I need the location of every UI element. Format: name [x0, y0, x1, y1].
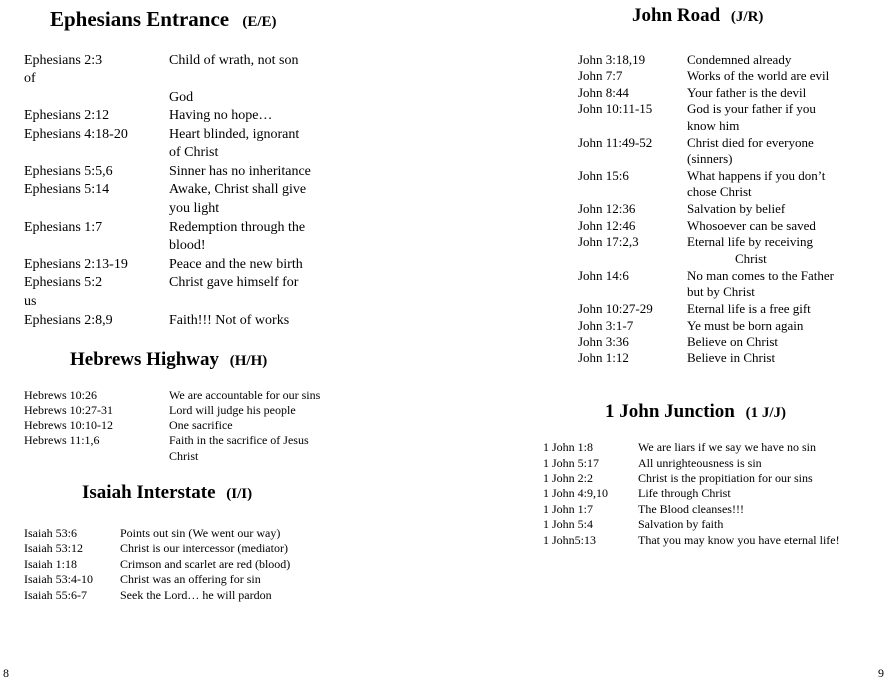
ephesians-text: Having no hope…	[169, 108, 273, 123]
first-john-ref: 1 John 1:7	[543, 502, 594, 516]
john-text: Your father is the devil	[687, 85, 807, 100]
ephesians-ref: Ephesians 2:3	[24, 53, 103, 68]
hebrews-text: One sacrifice	[169, 418, 233, 432]
ephesians-text: Faith!!! Not of works	[169, 313, 290, 328]
hebrews-title: Hebrews Highway	[70, 349, 220, 370]
first-john-code: (1 J/J)	[745, 405, 787, 421]
ephesians-ref: Ephesians 4:18-20	[24, 127, 128, 142]
john-text: Salvation by belief	[687, 201, 786, 216]
first-john-ref: 1 John 1:8	[543, 440, 594, 454]
ephesians-ref: Ephesians 2:13-19	[24, 257, 128, 272]
hebrews-text: Faith in the sacrifice of Jesus	[169, 433, 309, 447]
john-heading	[632, 5, 763, 27]
first-john-text: Christ is the propitiation for our sins	[638, 471, 813, 485]
john-code: (J/R)	[730, 9, 764, 25]
john-text: Whosoever can be saved	[687, 218, 816, 233]
ephesians-text: Christ gave himself for	[169, 275, 299, 290]
ephesians-code: (E/E)	[242, 14, 277, 30]
ephesians-ref-wrap: of	[24, 71, 36, 86]
ephesians-text-wrap: you light	[169, 201, 220, 216]
hebrews-ref: Hebrews 10:10-12	[24, 418, 113, 432]
page-number-right: 9	[878, 666, 884, 680]
john-text: Ye must be born again	[687, 318, 804, 333]
john-text: God is your father if you	[687, 101, 816, 116]
first-john-title: 1 John Junction	[605, 401, 735, 422]
hebrews-ref: Hebrews 11:1,6	[24, 433, 100, 447]
john-ref: John 3:1-7	[578, 318, 634, 333]
first-john-ref: 1 John 5:4	[543, 517, 594, 531]
isaiah-code: (I/I)	[226, 486, 253, 502]
isaiah-heading	[82, 482, 252, 504]
john-ref: John 14:6	[578, 268, 629, 283]
john-text: Believe on Christ	[687, 334, 778, 349]
john-text: Eternal life by receiving	[687, 234, 813, 249]
john-ref: John 10:11-15	[578, 101, 653, 116]
first-john-ref: 1 John 2:2	[543, 471, 594, 485]
first-john-ref: 1 John 5:17	[543, 456, 600, 470]
john-text-wrap: but by Christ	[687, 284, 755, 299]
first-john-ref: 1 John 4:9,10	[543, 486, 609, 500]
ephesians-ref: Ephesians 5:14	[24, 182, 110, 197]
isaiah-text: Christ is our intercessor (mediator)	[120, 541, 288, 555]
john-ref: John 12:46	[578, 218, 636, 233]
ephesians-ref: Ephesians 1:7	[24, 220, 103, 235]
john-ref: John 7:7	[578, 68, 623, 83]
ephesians-heading	[50, 7, 277, 32]
john-ref: John 11:49-52	[578, 135, 653, 150]
john-text: No man comes to the Father	[687, 268, 834, 283]
john-text-wrap: know him	[687, 118, 740, 133]
john-text: Condemned already	[687, 52, 792, 67]
ephesians-text: Child of wrath, not son	[169, 53, 299, 68]
ephesians-text: Peace and the new birth	[169, 257, 303, 272]
hebrews-text: We are accountable for our sins	[169, 388, 321, 402]
first-john-text: The Blood cleanses!!!	[638, 502, 744, 516]
ephesians-text-wrap: blood!	[169, 238, 206, 253]
first-john-heading	[605, 401, 786, 423]
john-ref: John 10:27-29	[578, 301, 653, 316]
ephesians-ref: Ephesians 2:12	[24, 108, 110, 123]
first-john-ref: 1 John5:13	[543, 533, 597, 547]
john-text: What happens if you don’t	[687, 168, 826, 183]
john-text: Believe in Christ	[687, 350, 776, 365]
ephesians-ref: Ephesians 5:2	[24, 275, 103, 290]
ephesians-ref-wrap: us	[24, 294, 37, 309]
john-text: Eternal life is a free gift	[687, 301, 811, 316]
ephesians-text-wrap: God	[169, 90, 194, 105]
ephesians-text-wrap: of Christ	[169, 145, 219, 160]
john-text: Works of the world are evil	[687, 68, 830, 83]
john-text-wrap: (sinners)	[687, 151, 733, 166]
john-title: John Road	[632, 5, 721, 26]
first-john-text: That you may know you have eternal life!	[638, 533, 840, 547]
ephesians-text: Redemption through the	[169, 220, 306, 235]
hebrews-ref: Hebrews 10:27-31	[24, 403, 113, 417]
john-text-wrap: Christ	[735, 251, 767, 266]
isaiah-ref: Isaiah 53:4-10	[24, 572, 93, 586]
page-number-left: 8	[3, 666, 9, 680]
hebrews-code: (H/H)	[229, 353, 268, 369]
john-ref: John 17:2,3	[578, 234, 639, 249]
john-text: Christ died for everyone	[687, 135, 814, 150]
first-john-text: We are liars if we say we have no sin	[638, 440, 816, 454]
john-ref: John 1:12	[578, 350, 629, 365]
john-ref: John 8:44	[578, 85, 629, 100]
john-ref: John 3:36	[578, 334, 629, 349]
ephesians-text: Heart blinded, ignorant	[169, 127, 300, 142]
hebrews-text-wrap: Christ	[169, 449, 199, 463]
john-ref: John 15:6	[578, 168, 629, 183]
isaiah-ref: Isaiah 53:12	[24, 541, 83, 555]
ephesians-ref: Ephesians 5:5,6	[24, 164, 113, 179]
ephesians-text: Awake, Christ shall give	[169, 182, 307, 197]
isaiah-text: Christ was an offering for sin	[120, 572, 261, 586]
john-ref: John 12:36	[578, 201, 636, 216]
first-john-text: Life through Christ	[638, 486, 731, 500]
hebrews-ref: Hebrews 10:26	[24, 388, 97, 402]
ephesians-text: Sinner has no inheritance	[169, 164, 311, 179]
isaiah-text: Points out sin (We went our way)	[120, 526, 281, 540]
isaiah-ref: Isaiah 55:6-7	[24, 588, 87, 602]
isaiah-ref: Isaiah 1:18	[24, 557, 77, 571]
isaiah-text: Crimson and scarlet are red (blood)	[120, 557, 291, 571]
isaiah-ref: Isaiah 53:6	[24, 526, 77, 540]
john-text-wrap: chose Christ	[687, 184, 752, 199]
ephesians-title: Ephesians Entrance	[50, 7, 230, 31]
first-john-text: Salvation by faith	[638, 517, 724, 531]
hebrews-text: Lord will judge his people	[169, 403, 296, 417]
ephesians-ref: Ephesians 2:8,9	[24, 313, 113, 328]
first-john-text: All unrighteousness is sin	[638, 456, 762, 470]
john-ref: John 3:18,19	[578, 52, 646, 67]
hebrews-heading	[70, 349, 267, 371]
isaiah-text: Seek the Lord… he will pardon	[120, 588, 272, 602]
isaiah-title: Isaiah Interstate	[82, 482, 216, 503]
